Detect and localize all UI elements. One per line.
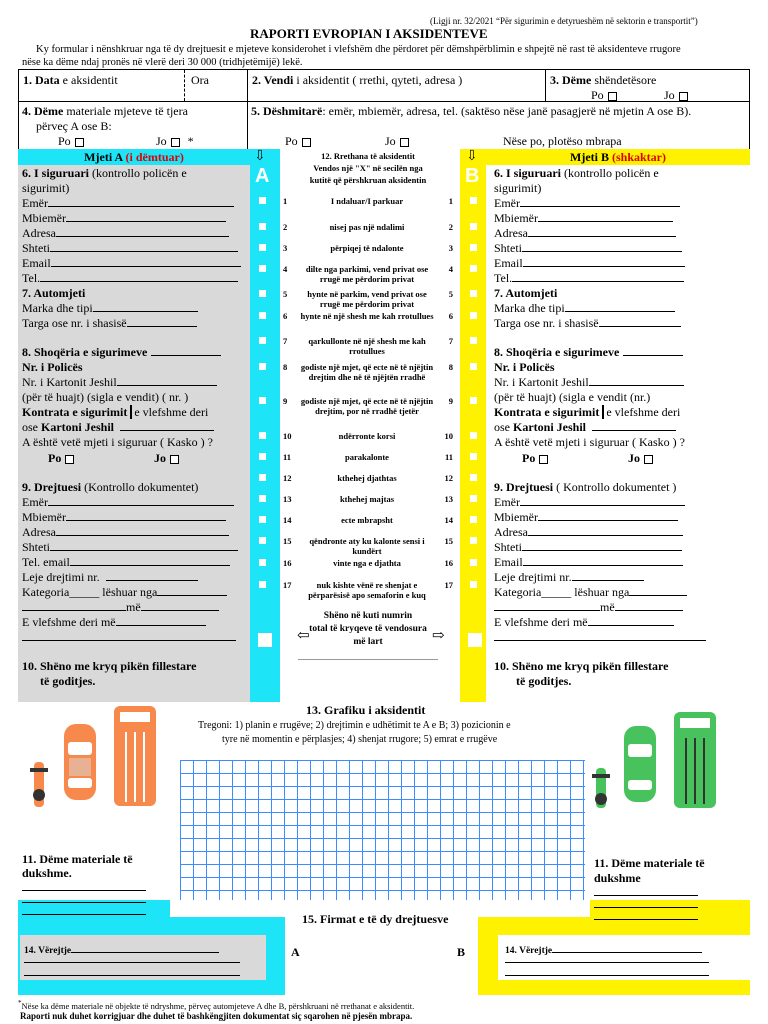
b-kasko-yes-label: Po: [522, 451, 536, 465]
b-remarks-field[interactable]: [552, 952, 702, 953]
b-driver-surname-field[interactable]: [538, 520, 678, 521]
b-issued-on-label: më: [600, 600, 615, 614]
b-surname-label: Mbiemër: [494, 211, 538, 225]
b-plate-field[interactable]: [599, 326, 681, 327]
circumstance-text: kthehej majtas: [339, 494, 395, 504]
b-foreign-hint: (për të huajt) (sigla e vendit (nr.): [494, 390, 651, 404]
circumstance-number-b: 9: [448, 396, 453, 406]
circumstance-checkbox-a[interactable]: [259, 265, 266, 272]
circumstance-number-a: 9: [283, 396, 288, 406]
a-total-box[interactable]: [258, 633, 272, 647]
a-make-label: Marka dhe tipi: [22, 301, 93, 315]
total-instruction-1: Shëno në kuti numrin: [323, 611, 413, 621]
field-4-line2: përveç A ose B:: [36, 119, 112, 133]
circumstance-number-b: 16: [444, 558, 453, 568]
vehicle-a-subtitle: (i dëmtuar): [122, 150, 184, 164]
field-3-injuries-box: [545, 69, 750, 102]
b-driver-email-field[interactable]: [523, 565, 683, 566]
a-damage-line-1[interactable]: [22, 890, 146, 891]
a-remarks-field[interactable]: [71, 952, 219, 953]
circumstance-checkbox-a[interactable]: [259, 474, 266, 481]
b-valid-to-label: E vlefshme deri më: [494, 615, 588, 629]
circumstance-checkbox-b[interactable]: [470, 363, 477, 370]
circumstance-number-b: 2: [448, 222, 453, 232]
a-category-field[interactable]: [157, 595, 227, 596]
circumstance-checkbox-b[interactable]: [470, 312, 477, 319]
a-extra-line[interactable]: [22, 640, 236, 641]
circumstance-number-a: 6: [283, 311, 288, 321]
motorcycle-b-icon: [592, 768, 610, 808]
circumstance-text: ndërronte korsi: [338, 431, 396, 441]
a-driver-address-field[interactable]: [56, 535, 229, 536]
circumstance-text: qarkullonte në një shesh me kah rrotullues: [308, 336, 426, 356]
circumstance-number-b: 1: [448, 196, 453, 206]
b-or-label: ose: [494, 420, 513, 434]
b-plate-label: Targa ose nr. i shasisë: [494, 316, 599, 330]
truck-a-icon: [114, 706, 156, 806]
b-driver-address-label: Adresa: [494, 525, 528, 539]
a-surname-label: Mbiemër: [22, 211, 66, 225]
a-visible-damage-line2: dukshme.: [22, 866, 72, 880]
damage-yes-checkbox[interactable]: [75, 138, 84, 147]
circumstance-text: hynte në parkim, vend privat ose rrugë me përdorim privat: [307, 289, 427, 309]
a-kasko-yes-checkbox[interactable]: [65, 455, 74, 464]
b-kasko-question: A është vetë mjeti i siguruar ( Kasko ) ?: [494, 435, 685, 449]
vehicle-a-letter: A: [255, 165, 270, 187]
a-address-field[interactable]: [56, 236, 229, 237]
field-5-label: 5. Dëshmitarë: [251, 104, 323, 118]
circumstance-checkbox-b[interactable]: [470, 537, 477, 544]
a-email-field[interactable]: [51, 266, 241, 267]
car-b-icon: [624, 726, 656, 802]
witness-yes-label: Po: [285, 134, 298, 148]
injuries-yes-label: Po: [591, 88, 604, 102]
b-valid-to-field[interactable]: [588, 625, 674, 626]
circumstance-checkbox-b[interactable]: [470, 265, 477, 272]
circumstance-text: nisej pas një ndalimi: [329, 222, 405, 232]
circumstance-checkbox-a[interactable]: [259, 397, 266, 404]
a-valid-to-field[interactable]: [116, 625, 206, 626]
motorcycle-a-icon: [30, 762, 48, 807]
field-4-label: 4. Dëme: [22, 104, 64, 118]
arrow-right-icon: ⇨: [432, 628, 445, 644]
a-visible-damage-label: 11. Dëme materiale të: [22, 852, 133, 866]
b-driver-rest: ( Kontrollo dokumentet ): [553, 480, 677, 494]
a-make-field[interactable]: [93, 311, 198, 312]
a-greencard-label: Nr. i Kartonit Jeshil: [22, 375, 117, 389]
total-instruction-2: total të kryqeve të vendosura: [309, 624, 427, 634]
b-name-field[interactable]: [520, 206, 680, 207]
a-driver-name-field[interactable]: [48, 505, 234, 506]
a-remarks-label: 14. Vërejtje: [24, 946, 72, 956]
arrow-down-b-icon: ⇩: [466, 149, 478, 164]
a-driver-contact-field[interactable]: [70, 565, 230, 566]
b-impact-label: 10. Shëno me kryq pikën fillestare: [494, 659, 669, 673]
b-name-label: Emër: [494, 196, 520, 210]
damage-no-label: Jo: [156, 134, 167, 148]
circumstance-number-a: 8: [283, 362, 288, 372]
sketch-hint-2: tyre në momentin e përplasjes; 4) shenjat rrugore; 5) emrat e rrugëve: [222, 734, 498, 745]
a-plate-label: Targa ose nr. i shasisë: [22, 316, 127, 330]
law-reference: (Ligji nr. 32/2021 “Për sigurimin e detyrueshëm në sektorin e transportit”): [430, 16, 698, 26]
b-greencard-bold-label: Kartoni Jeshil: [513, 420, 587, 434]
a-address-label: Adresa: [22, 226, 56, 240]
circumstance-checkbox-a[interactable]: [259, 581, 266, 588]
b-driver-name-label: Emër: [494, 495, 520, 509]
b-driver-country-label: Shteti: [494, 540, 523, 554]
b-total-box[interactable]: [468, 633, 482, 647]
a-kasko-no-label: Jo: [154, 451, 166, 465]
a-kasko-no-checkbox[interactable]: [170, 455, 179, 464]
vehicle-b-title: Mjeti B: [570, 150, 609, 164]
a-surname-field[interactable]: [66, 221, 226, 222]
circumstance-number-b: 7: [448, 336, 453, 346]
footnote-star: *: [18, 999, 22, 1007]
circumstance-checkbox-a[interactable]: [259, 516, 266, 523]
b-damage-line-2[interactable]: [594, 907, 698, 908]
circumstance-number-b: 14: [444, 515, 453, 525]
a-greencard-field[interactable]: [117, 385, 217, 386]
a-damage-line-2[interactable]: [22, 902, 146, 903]
a-foreign-hint: (për të huajt) (sigla e vendit) ( nr. ): [22, 390, 189, 404]
circumstance-number-a: 15: [283, 536, 292, 546]
b-make-field[interactable]: [565, 311, 675, 312]
circumstance-text: dilte nga parkimi, vend privat ose rrugë me përdorim privat: [305, 264, 429, 284]
a-license-field[interactable]: [106, 580, 198, 581]
date-time-divider: [184, 70, 185, 101]
b-insurer-field[interactable]: [623, 355, 683, 356]
circumstance-number-a: 16: [283, 558, 292, 568]
field-2-label: 2. Vendi: [252, 73, 294, 87]
circumstance-checkbox-a[interactable]: [259, 223, 266, 230]
b-kasko-no-label: Jo: [628, 451, 640, 465]
sketch-grid[interactable]: [180, 760, 585, 900]
injuries-yes-checkbox[interactable]: [608, 92, 617, 101]
vehicle-b-letter: B: [465, 165, 480, 187]
b-remarks-line-3[interactable]: [505, 975, 709, 976]
a-kasko-yes-label: Po: [48, 451, 62, 465]
b-damage-line-1[interactable]: [594, 895, 698, 896]
b-address-label: Adresa: [494, 226, 528, 240]
b-email-field[interactable]: [523, 266, 685, 267]
b-contract-label: Kontrata e sigurimit: [494, 405, 600, 419]
a-issued-date-field[interactable]: [141, 610, 219, 611]
vehicle-b-icons[interactable]: [592, 702, 722, 812]
car-a-icon: [64, 724, 96, 800]
circumstance-checkbox-b[interactable]: [470, 581, 477, 588]
b-issued-date-field[interactable]: [615, 610, 683, 611]
a-country-label: Shteti: [22, 241, 51, 255]
a-insured-line2: sigurimit): [22, 181, 70, 195]
field-2-place-box[interactable]: [247, 69, 546, 102]
circumstance-number-a: 7: [283, 336, 288, 346]
damage-yes-label: Po: [58, 134, 71, 148]
b-remarks-label: 14. Vërejtje: [505, 946, 553, 956]
circumstance-checkbox-b[interactable]: [470, 516, 477, 523]
circumstance-checkbox-a[interactable]: [259, 244, 266, 251]
b-category-label: Kategoria_____ lëshuar nga: [494, 585, 630, 599]
field-1-rest: e aksidentit: [59, 73, 118, 87]
circumstance-checkbox-b[interactable]: [470, 223, 477, 230]
field-5-rest: : emër, mbiemër, adresa, tel. (saktëso nëse janë pasagjerë në mjetin A ose B).: [322, 104, 692, 118]
footer-warning: Raporti nuk duhet korrigjuar dhe duhet të bashkëngjiten dokumentat siç sqarohen në pjesën mbrapa.: [20, 1011, 413, 1021]
a-valid-until-label: e vlefshme deri: [130, 405, 208, 419]
circumstance-checkbox-b[interactable]: [470, 197, 477, 204]
b-insurer-label: 8. Shoqëria e sigurimeve: [494, 345, 620, 359]
circumstance-checkbox-b[interactable]: [470, 290, 477, 297]
field-1-date-box[interactable]: [18, 69, 248, 102]
a-phone-field[interactable]: [40, 281, 238, 282]
arrow-left-icon: ⇦: [297, 628, 310, 644]
b-impact-line2: të goditjes.: [516, 674, 572, 688]
a-remarks-line-2[interactable]: [24, 962, 240, 963]
circumstance-checkbox-a[interactable]: [259, 537, 266, 544]
field-1-label: 1. Data: [23, 73, 60, 87]
b-country-label: Shteti: [494, 241, 523, 255]
a-category-label: Kategoria_____ lëshuar nga: [22, 585, 158, 599]
b-phone-field[interactable]: [512, 281, 684, 282]
a-driver-rest: (Kontrollo dokumentet): [81, 480, 199, 494]
a-driver-country-field[interactable]: [50, 550, 238, 551]
a-driver-address-label: Adresa: [22, 525, 56, 539]
circumstance-checkbox-a[interactable]: [259, 453, 266, 460]
a-license-label: Leje drejtimi nr.: [22, 570, 100, 584]
circumstance-text: qëndronte aty ku kalonte sensi i kundërt: [309, 536, 425, 556]
b-driver-label: 9. Drejtuesi: [494, 480, 554, 494]
a-driver-surname-label: Mbiemër: [22, 510, 66, 524]
circumstance-number-a: 1: [283, 196, 288, 206]
circumstance-number-b: 17: [444, 580, 453, 590]
circumstance-number-a: 11: [283, 452, 292, 462]
circumstances-instruction-2: kutitë që përshkruan aksidentin: [309, 175, 427, 185]
circumstance-text: kthehej djathtas: [337, 473, 397, 483]
circumstance-number-a: 4: [283, 264, 288, 274]
witness-note: Nëse po, plotëso mbrapa: [503, 134, 622, 148]
circumstance-checkbox-b[interactable]: [470, 474, 477, 481]
b-license-label: Leje drejtimi nr.: [494, 570, 572, 584]
circumstance-text: përpiqej të ndalonte: [330, 243, 404, 253]
circumstance-number-b: 10: [444, 431, 453, 441]
sketch-title: 13. Grafiku i aksidentit: [306, 703, 426, 717]
b-insured-label: 6. I siguruari: [494, 166, 562, 180]
circumstance-number-b: 12: [444, 473, 453, 483]
intro-line-1: Ky formular i nënshkruar nga të dy drejtuesit e mjeteve konsiderohet i vlefshëm dhe përdoret për dëmshpërblimin e shpejtë në rast të aksidenteve rrugore: [36, 44, 681, 55]
circumstance-number-b: 13: [444, 494, 453, 504]
arrow-down-a-icon: ⇩: [254, 149, 266, 164]
circumstance-checkbox-a[interactable]: [259, 363, 266, 370]
b-greencard-label: Nr. i Kartonit Jeshil: [494, 375, 589, 389]
circumstance-text: I ndaluar/I parkuar: [330, 196, 404, 206]
field-2-rest: i aksidentit ( rrethi, qyteti, adresa ): [293, 73, 463, 87]
circumstance-checkbox-b[interactable]: [470, 397, 477, 404]
b-damage-line-3[interactable]: [594, 919, 698, 920]
b-driver-email-label: Email: [494, 555, 523, 569]
circumstance-checkbox-b[interactable]: [470, 453, 477, 460]
b-insured-line2: sigurimit): [494, 181, 542, 195]
b-kasko-no-checkbox[interactable]: [644, 455, 653, 464]
form-title: RAPORTI EVROPIAN I AKSIDENTEVE: [250, 26, 488, 41]
a-insured-rest: (kontrollo policën e: [89, 166, 187, 180]
b-surname-field[interactable]: [538, 221, 673, 222]
circumstance-checkbox-b[interactable]: [470, 432, 477, 439]
a-insured-label: 6. I siguruari: [22, 166, 90, 180]
b-visible-damage-label: 11. Dëme materiale të: [594, 856, 705, 870]
a-driver-label: 9. Drejtuesi: [22, 480, 82, 494]
b-visible-damage-line2: dukshme: [594, 871, 641, 885]
vehicle-b-subtitle: (shkaktar): [608, 150, 666, 164]
b-driver-address-field[interactable]: [528, 535, 683, 536]
a-contract-label: Kontrata e sigurimit: [22, 405, 128, 419]
witness-yes-checkbox[interactable]: [302, 138, 311, 147]
a-policy-label: Nr. i Policës: [22, 360, 83, 374]
circumstance-number-b: 5: [448, 289, 453, 299]
b-vehicle-label: 7. Automjeti: [494, 286, 558, 300]
a-name-label: Emër: [22, 196, 48, 210]
circumstance-checkbox-b[interactable]: [470, 337, 477, 344]
a-issued-field[interactable]: [22, 610, 126, 611]
a-valid-until-field[interactable]: [120, 430, 214, 431]
a-insurer-field[interactable]: [151, 355, 221, 356]
circumstance-number-b: 8: [448, 362, 453, 372]
b-phone-label: Tel.: [494, 271, 513, 285]
time-label: Ora: [191, 73, 209, 87]
witness-no-label: Jo: [385, 134, 396, 148]
a-insurer-label: 8. Shoqëria e sigurimeve: [22, 345, 148, 359]
b-driver-surname-label: Mbiemër: [494, 510, 538, 524]
field-3-label: 3. Dëme: [550, 73, 592, 87]
circumstance-text: nuk kishte vënë re shenjat e përparësisë apo semaforin e kuq: [308, 580, 426, 600]
circumstance-number-b: 4: [448, 264, 453, 274]
circumstance-checkbox-a[interactable]: [259, 197, 266, 204]
circumstance-checkbox-a[interactable]: [259, 290, 266, 297]
footnote-text: Nëse ka dëme materiale në objekte të ndryshme, përveç automjeteve A dhe B, përshkruani në rrethanat e aksidentit.: [21, 1000, 415, 1011]
circumstance-text: godiste një mjet, që ecte në të njëjtin drejtim dhe në të njëjtën rradhë: [300, 362, 434, 382]
b-issued-field[interactable]: [494, 610, 600, 611]
b-driver-country-field[interactable]: [522, 550, 682, 551]
circumstance-number-a: 5: [283, 289, 288, 299]
circumstance-number-a: 2: [283, 222, 288, 232]
circumstance-text: godiste një mjet, që ecte në të njëjtin drejtim, por në rradhë tjetër: [300, 396, 434, 416]
b-license-field[interactable]: [572, 580, 644, 581]
circumstance-number-b: 11: [444, 452, 453, 462]
total-instruction-3: më lart: [353, 637, 383, 647]
a-valid-to-label: E vlefshme deri më: [22, 615, 116, 629]
circumstance-checkbox-a[interactable]: [259, 559, 266, 566]
circumstance-number-a: 10: [283, 431, 292, 441]
vehicle-a-title: Mjeti A: [84, 150, 123, 164]
circumstances-instruction-1: Vendos një "X" në secilën nga: [313, 163, 423, 173]
circumstance-number-a: 17: [283, 580, 292, 590]
b-address-field[interactable]: [528, 236, 676, 237]
b-driver-name-field[interactable]: [520, 505, 685, 506]
a-plate-field[interactable]: [127, 326, 197, 327]
b-country-field[interactable]: [522, 251, 682, 252]
injuries-no-checkbox[interactable]: [679, 92, 688, 101]
a-driver-surname-field[interactable]: [66, 520, 226, 521]
circumstance-text: vinte nga e djathta: [333, 558, 401, 568]
a-impact-label: 10. Shëno me kryq pikën fillestare: [22, 659, 197, 673]
damage-no-checkbox[interactable]: [171, 138, 180, 147]
a-name-field[interactable]: [48, 206, 234, 207]
sketch-hint-1: Tregoni: 1) planin e rrugëve; 2) drejtimin e udhëtimit te A e B; 3) pozicionin e: [198, 720, 511, 731]
b-kasko-yes-checkbox[interactable]: [539, 455, 548, 464]
b-remarks-line-2[interactable]: [505, 962, 709, 963]
a-country-field[interactable]: [50, 251, 238, 252]
a-remarks-line-3[interactable]: [24, 975, 240, 976]
a-greencard-bold-label: Kartoni Jeshil: [41, 420, 115, 434]
b-category-field[interactable]: [629, 595, 687, 596]
row-4-5-divider: [247, 101, 248, 149]
a-damage-line-3[interactable]: [22, 914, 146, 915]
circumstance-checkbox-a[interactable]: [259, 337, 266, 344]
b-policy-label: Nr. i Policës: [494, 360, 555, 374]
signature-b-label: B: [457, 945, 466, 959]
a-kasko-question: A është vetë mjeti i siguruar ( Kasko ) ?: [22, 435, 213, 449]
a-or-label: ose: [22, 420, 41, 434]
total-divider: [298, 659, 438, 660]
b-greencard-field[interactable]: [589, 385, 684, 386]
circumstance-checkbox-b[interactable]: [470, 244, 477, 251]
a-phone-label: Tel.: [22, 271, 41, 285]
intro-line-2: nëse ka dëme ndaj pronës në vlerë deri 30 000 (tridhjetëmijë) lekë.: [22, 57, 303, 68]
circumstance-checkbox-a[interactable]: [259, 432, 266, 439]
b-valid-until-label: e vlefshme deri: [602, 405, 680, 419]
b-valid-until-field[interactable]: [592, 430, 676, 431]
circumstance-number-a: 12: [283, 473, 292, 483]
signatures-title: 15. Firmat e të dy drejtuesve: [302, 912, 449, 926]
circumstance-checkbox-b[interactable]: [470, 495, 477, 502]
field-3-rest: shëndetësore: [591, 73, 657, 87]
a-driver-country-label: Shteti: [22, 540, 51, 554]
b-make-label: Marka dhe tipi: [494, 301, 565, 315]
damage-footnote-star: *: [187, 134, 194, 148]
circumstance-number-a: 14: [283, 515, 292, 525]
truck-b-icon: [674, 712, 716, 808]
b-insured-rest: (kontrollo policën e: [561, 166, 659, 180]
circumstance-number-a: 13: [283, 494, 292, 504]
a-vehicle-label: 7. Automjeti: [22, 286, 86, 300]
a-issued-on-label: më: [126, 600, 141, 614]
circumstance-checkbox-b[interactable]: [470, 559, 477, 566]
circumstance-text: parakalonte: [345, 452, 389, 462]
circumstances-title: 12. Rrethana të aksidentit: [321, 151, 415, 161]
vehicle-a-icons[interactable]: [22, 702, 172, 812]
field-4-rest: materiale mjeteve të tjera: [63, 104, 188, 118]
b-email-label: Email: [494, 256, 523, 270]
circumstance-text: hynte në një shesh me kah rrotullues: [300, 311, 434, 321]
circumstance-text: ecte mbrapsht: [341, 515, 393, 525]
circumstance-checkbox-a[interactable]: [259, 312, 266, 319]
witness-no-checkbox[interactable]: [400, 138, 409, 147]
circumstance-number-b: 15: [444, 536, 453, 546]
circumstance-number-b: 3: [448, 243, 453, 253]
a-driver-name-label: Emër: [22, 495, 48, 509]
circumstance-number-b: 6: [448, 311, 453, 321]
a-email-label: Email: [22, 256, 51, 270]
a-driver-contact-label: Tel. email: [22, 555, 70, 569]
a-impact-line2: të goditjes.: [40, 674, 96, 688]
signature-a-label: A: [291, 945, 300, 959]
b-extra-line[interactable]: [494, 640, 706, 641]
circumstance-number-a: 3: [283, 243, 288, 253]
circumstance-checkbox-a[interactable]: [259, 495, 266, 502]
injuries-no-label: Jo: [664, 88, 675, 102]
